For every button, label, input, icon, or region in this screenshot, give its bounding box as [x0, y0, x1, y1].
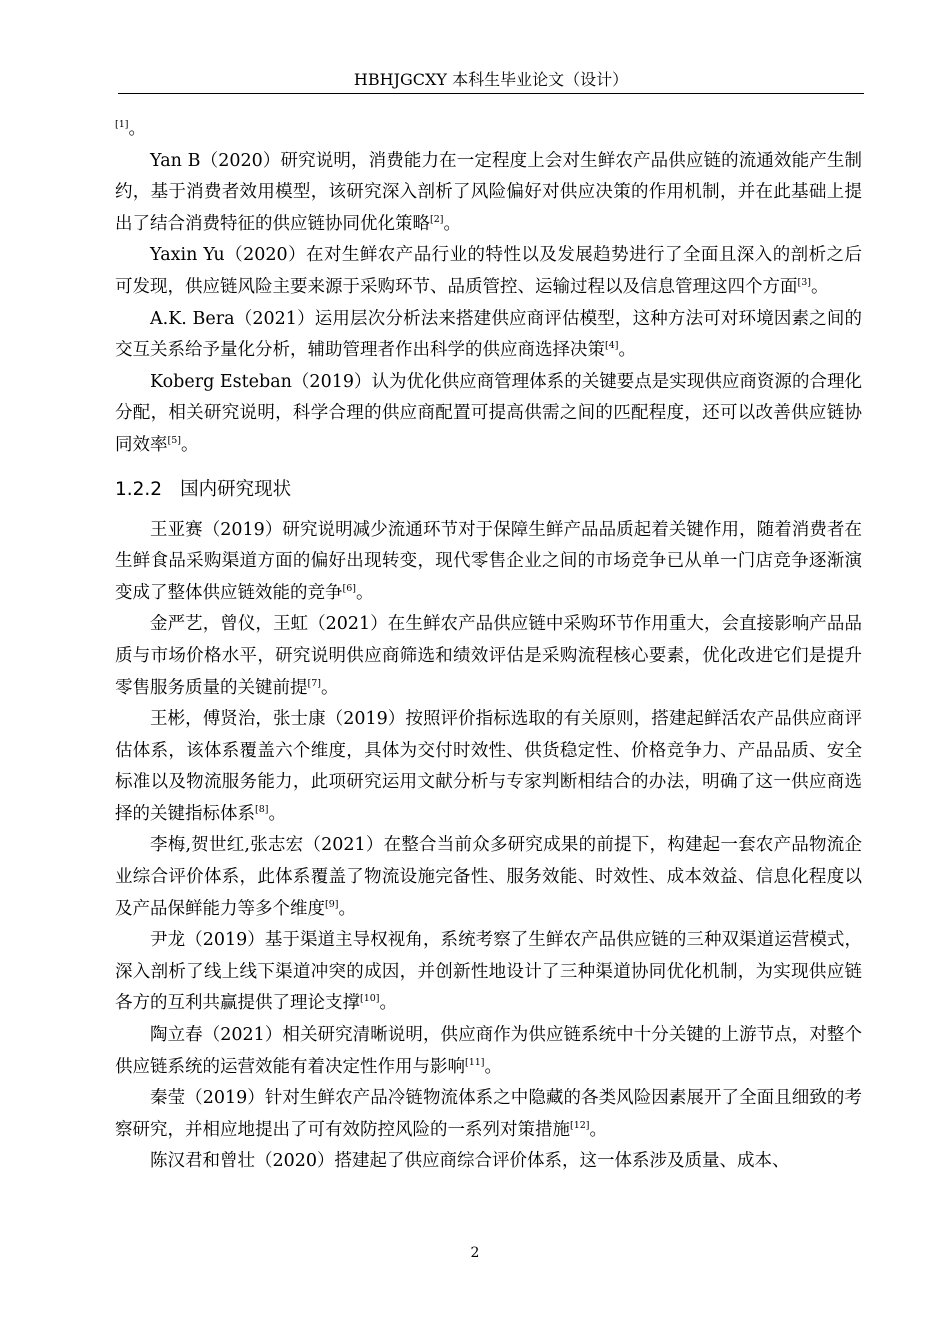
section-heading — [115, 475, 862, 505]
paragraph-tail: 。 — [484, 1056, 503, 1077]
citation-ref: [7] — [307, 677, 321, 689]
paragraph — [115, 609, 862, 704]
paragraph-text: 秦莹（2019）针对生鲜农产品冷链物流体系之中隐藏的各类风险因素展开了全面且细致的考察研究，并相应地提出了可有效防控风险的一系列对策措施 — [115, 1088, 862, 1140]
citation-ref: [2] — [430, 213, 444, 225]
paragraph — [115, 1083, 862, 1146]
citation-ref: [6] — [342, 582, 356, 594]
paragraph-text: 陈汉君和曾壮（2020）搭建起了供应商综合评价体系，这一体系涉及质量、成本、 — [150, 1151, 790, 1172]
paragraph — [115, 1146, 862, 1178]
paragraph-tail: 。 — [618, 340, 636, 361]
citation-ref: [11] — [465, 1056, 485, 1068]
paragraph — [115, 367, 862, 462]
paragraph — [115, 240, 862, 303]
paragraph — [115, 925, 862, 1020]
paragraph-text: A.K. Bera（2021）运用层次分析法来搭建供应商评估模型，这种方法可对环境因素之间的交互关系给予量化分析，辅助管理者作出科学的供应商选择决策 — [115, 308, 862, 361]
citation-ref: [4] — [605, 340, 619, 352]
paragraph-text: Yaxin Yu（2020）在对生鲜农产品行业的特性以及发展趋势进行了全面且深入的剖析之后可发现，供应链风险主要来源于采购环节、品质管控、运输过程以及信息管理这四个方面 — [115, 245, 862, 297]
paragraph — [115, 1020, 862, 1083]
paragraph-tail: 。 — [589, 1119, 608, 1140]
paragraph — [115, 704, 862, 830]
paragraph-tail: 。 — [128, 119, 146, 139]
paragraph-text: 李梅,贺世红,张志宏（2021）在整合当前众多研究成果的前提下，构建起一套农产品物流企业综合评价体系，此体系覆盖了物流设施完备性、服务效能、时效性、成本效益、信息化程度以及产品保鲜能力等多个维度 — [115, 835, 862, 919]
citation-ref: [5] — [167, 434, 181, 446]
section-number: 1.2.2 — [115, 478, 163, 500]
citation-ref: [10] — [360, 993, 380, 1005]
paragraph — [115, 304, 862, 367]
paragraph-text: Yan B（2020）研究说明，消费能力在一定程度上会对生鲜农产品供应链的流通效能产生制约，基于消费者效用模型，该研究深入剖析了风险偏好对供应决策的作用机制，并在此基础上提出了结合消费特征的供应链协同优化策略 — [115, 150, 862, 234]
citation-ref: [8] — [255, 803, 269, 815]
paragraph — [115, 830, 862, 925]
page-number: 2 — [470, 1245, 480, 1261]
paragraph-text: 王彬，傅贤治，张士康（2019）按照评价指标选取的有关原则，搭建起鲜活农产品供应商评估体系，该体系覆盖六个维度，具体为交付时效性、供货稳定性、价格竞争力、产品品质、安全标准以及物流服务能力，此项研究运用文献分析与专家判断相结合的办法，明确了这一供应商选择的关键指标体系 — [115, 709, 862, 824]
paragraph-tail: 。 — [320, 677, 339, 698]
header-title: HBHJGCXY 本科生毕业论文（设计） — [353, 70, 629, 89]
paragraph-tail: 。 — [355, 582, 374, 603]
paragraph-text: Koberg Esteban（2019）认为优化供应商管理体系的关键要点是实现供应商资源的合理化分配，相关研究说明，科学合理的供应商配置可提高供需之间的匹配程度，还可以改善供应链协同效率 — [115, 371, 862, 455]
paragraph-tail: 。 — [810, 276, 829, 297]
document-body — [115, 114, 862, 1178]
citation-ref: [1] — [115, 119, 129, 130]
paragraph-text: 金严艺，曾仪，王虹（2021）在生鲜农产品供应链中采购环节作用重大，会直接影响产品品质与市场价格水平，研究说明供应商筛选和绩效评估是采购流程核心要素，优化改进它们是提升零售服务质量的关键前提 — [115, 614, 862, 698]
section-title: 国内研究现状 — [180, 478, 292, 500]
paragraph-text: 陶立春（2021）相关研究清晰说明，供应商作为供应链系统中十分关键的上游节点，对整个供应链系统的运营效能有着决定性作用与影响 — [115, 1025, 862, 1077]
paragraph-text: 王亚赛（2019）研究说明减少流通环节对于保障生鲜产品品质起着关键作用，随着消费者在生鲜食品采购渠道方面的偏好出现转变，现代零售企业之间的市场竞争已从单一门店竞争逐渐演变成了整体供应链效能的竞争 — [115, 519, 862, 603]
page-header — [118, 67, 864, 94]
paragraph — [115, 114, 862, 146]
paragraph — [115, 146, 862, 241]
paragraph-tail: 。 — [180, 434, 199, 455]
citation-ref: [9] — [325, 898, 339, 910]
paragraph-tail: 。 — [443, 213, 461, 234]
paragraph-tail: 。 — [338, 898, 356, 919]
paragraph-text: 尹龙（2019）基于渠道主导权视角，系统考察了生鲜农产品供应链的三种双渠道运营模式，深入剖析了线上线下渠道冲突的成因，并创新性地设计了三种渠道协同优化机制，为实现供应链各方的互利共赢提供了理论支撑 — [115, 930, 862, 1014]
citation-ref: [12] — [570, 1119, 590, 1131]
citation-ref: [3] — [797, 276, 811, 288]
paragraph-tail: 。 — [268, 803, 286, 824]
paragraph — [115, 515, 862, 610]
paragraph-tail: 。 — [379, 993, 398, 1014]
